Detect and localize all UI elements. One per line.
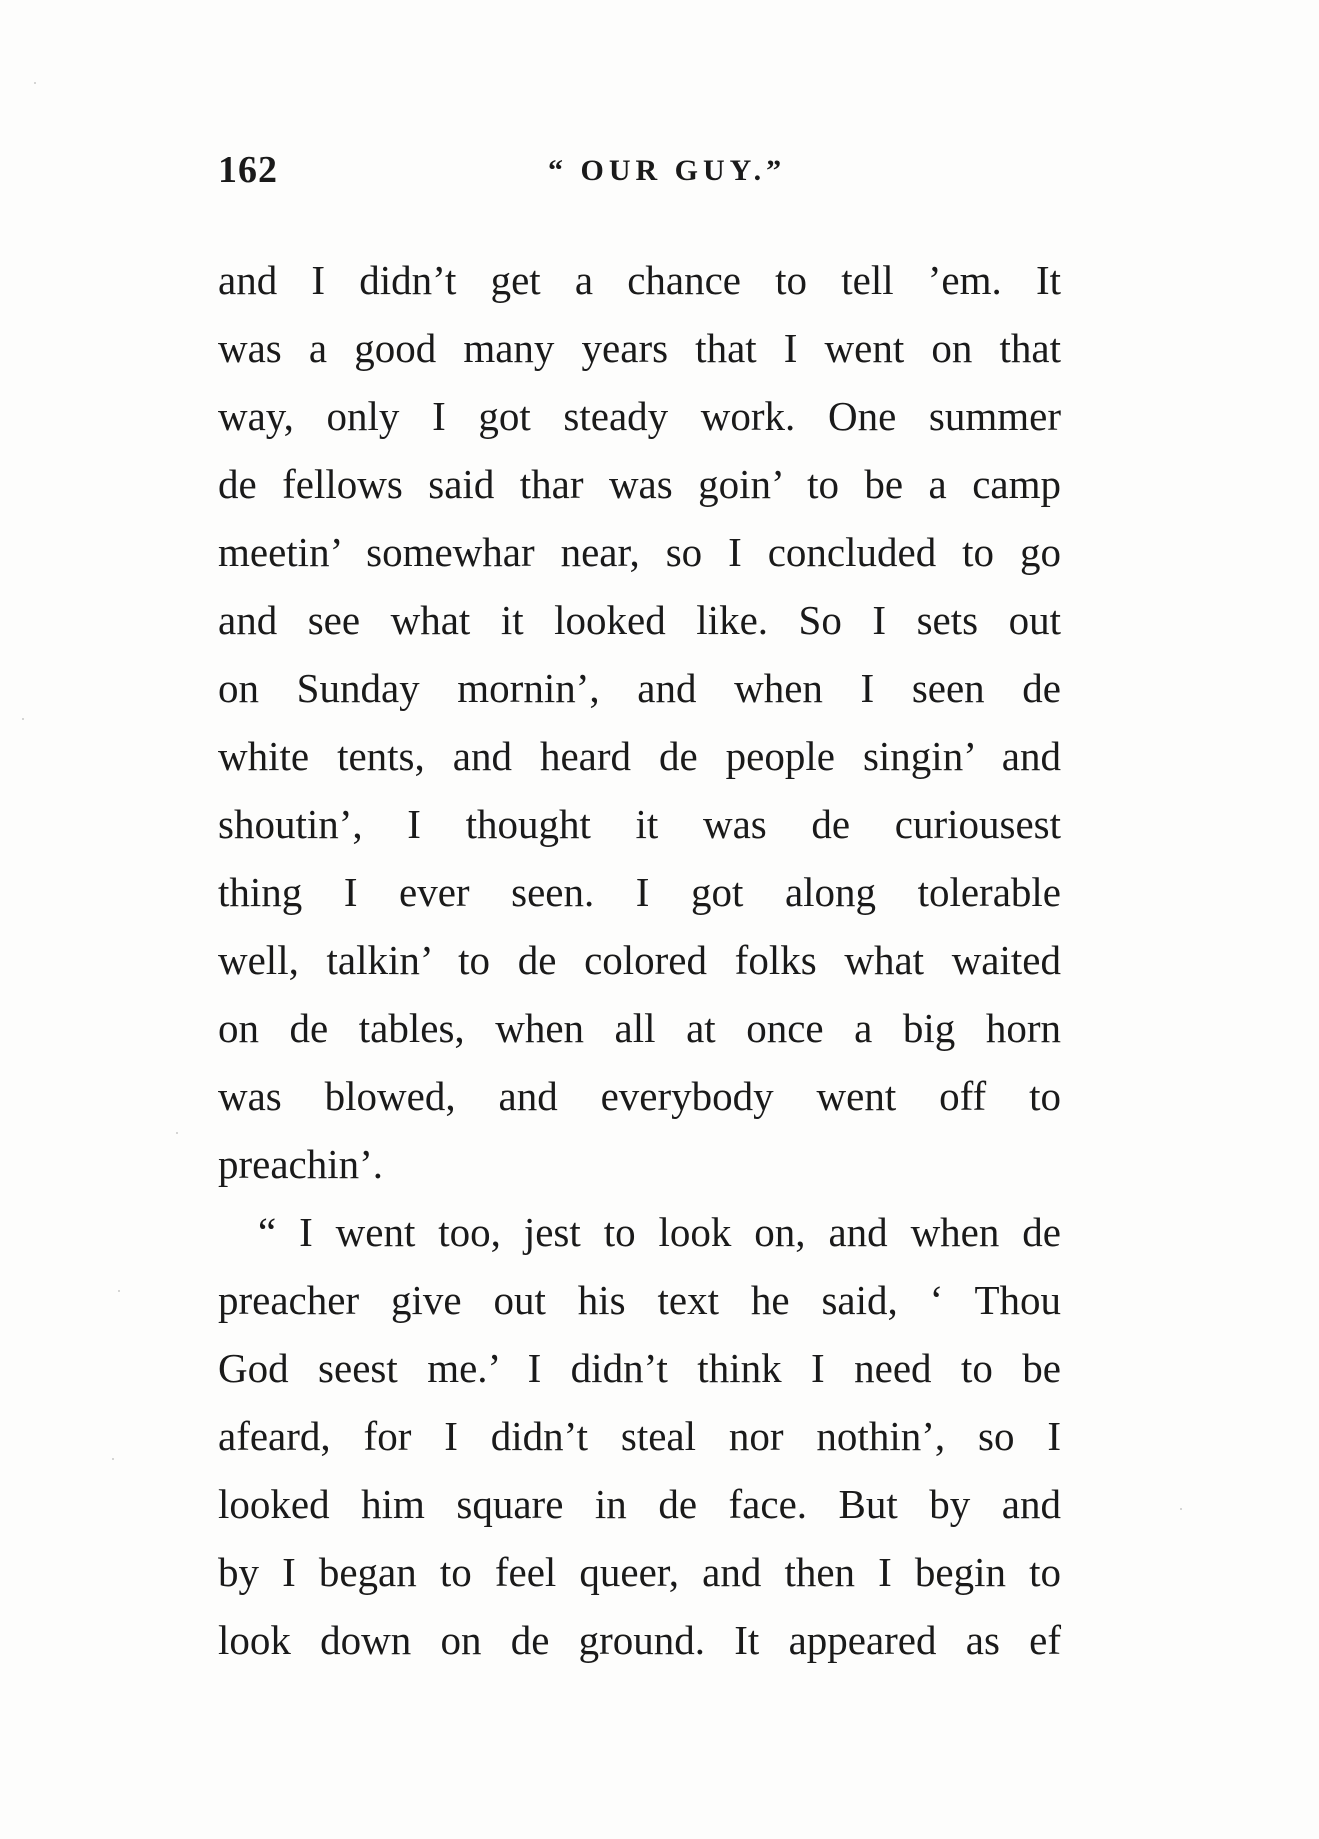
paper-speck xyxy=(1180,1508,1182,1510)
text-line: preachin’. xyxy=(218,1141,384,1187)
text-line: way, only I got steady work. One summer xyxy=(218,393,1061,439)
text-line: and see what it looked like. So I sets out xyxy=(218,597,1061,643)
text-line: looked him square in de face. But by and xyxy=(218,1481,1061,1527)
paper-speck xyxy=(118,1290,120,1292)
paper-speck xyxy=(112,1458,114,1460)
text-line: de fellows said thar was goin’ to be a camp xyxy=(218,461,1061,507)
text-line: on Sunday mornin’, and when I seen de xyxy=(218,665,1061,711)
text-line: God seest me.’ I didn’t think I need to be xyxy=(218,1345,1061,1391)
text-line: well, talkin’ to de colored folks what waited xyxy=(218,937,1061,983)
text-line: white tents, and heard de people singin’ and xyxy=(218,733,1061,779)
text-line: meetin’ somewhar near, so I concluded to go xyxy=(218,529,1061,575)
text-line: preacher give out his text he said, ‘ Thou xyxy=(218,1277,1061,1323)
body-text xyxy=(218,246,1061,1674)
text-line: was a good many years that I went on that xyxy=(218,325,1061,371)
text-line: afeard, for I didn’t steal nor nothin’, so I xyxy=(218,1413,1061,1459)
paper-speck xyxy=(22,718,24,720)
running-title: “ OUR GUY.” xyxy=(548,154,787,187)
text-line: thing I ever seen. I got along tolerable xyxy=(218,869,1061,915)
text-line: on de tables, when all at once a big horn xyxy=(218,1005,1061,1051)
page-header xyxy=(218,148,1061,196)
text-line: by I began to feel queer, and then I begin to xyxy=(218,1549,1061,1595)
text-line: look down on de ground. It appeared as ef xyxy=(218,1617,1061,1663)
text-line: and I didn’t get a chance to tell ’em. It xyxy=(218,257,1061,303)
text-line: was blowed, and everybody went off to xyxy=(218,1073,1061,1119)
paper-speck xyxy=(34,82,36,84)
page-number: 162 xyxy=(218,149,278,191)
text-line: shoutin’, I thought it was de curiousest xyxy=(218,801,1061,847)
text-line: “ I went too, jest to look on, and when de xyxy=(258,1209,1061,1255)
paper-speck xyxy=(176,1132,178,1134)
